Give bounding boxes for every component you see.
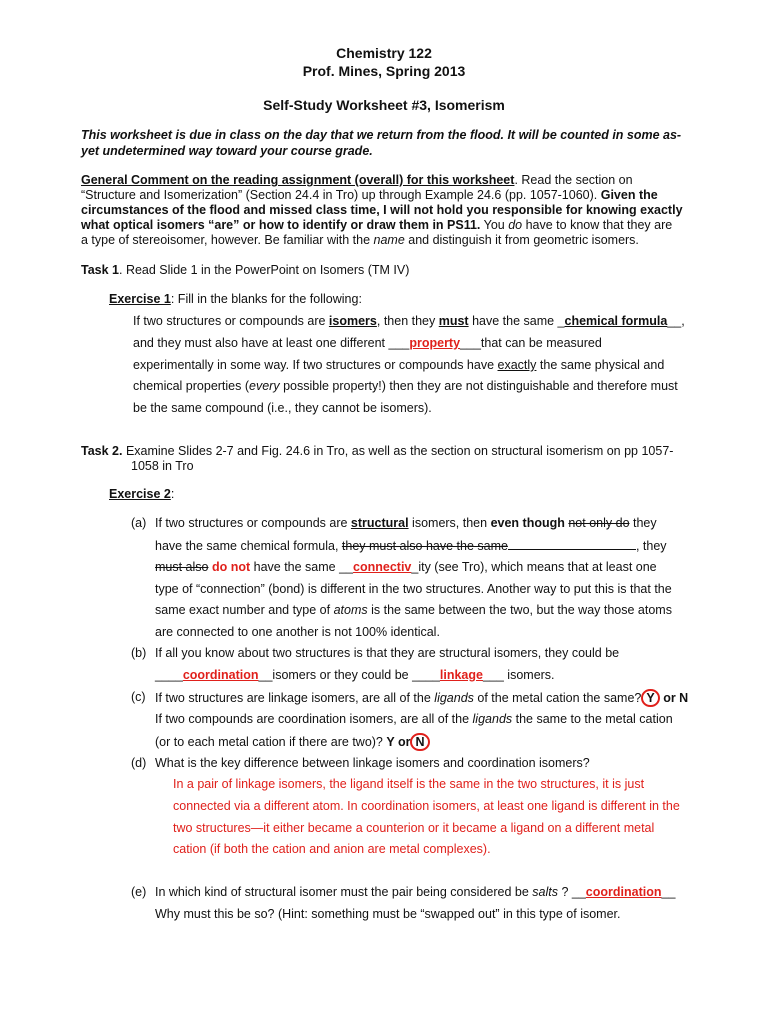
item-e-marker: (e) [131, 885, 147, 899]
task1-label: Task 1 [81, 263, 119, 277]
general-line-5: a type of stereoisomer, however. Be familiar with the name and distinguish it from geometric isomers. [81, 233, 639, 247]
prof-line: Prof. Mines, Spring 2013 [302, 63, 466, 79]
item-d-answer-4: cation (if both the cation and anion are metal complexes). [173, 842, 491, 856]
item-b-line-2: ____coordination__isomers or they could be ____linkage___ isomers. [155, 668, 555, 682]
item-c-marker: (c) [131, 690, 146, 704]
item-c-line-2: If two compounds are coordination isomers, are all of the ligands the same to the metal cation [155, 712, 673, 726]
struck-blank [508, 537, 636, 550]
exercise1-heading: Exercise 1: Fill in the blanks for the following: [109, 292, 362, 306]
item-a-line-2: have the same chemical formula, they must also have the same , they [155, 539, 667, 553]
answer-chemical-formula: chemical formula [564, 314, 668, 328]
item-a-line-3: must also do not have the same __connectiv_ity (see Tro), which means that at least one [155, 560, 657, 574]
answer-linkage: linkage [439, 668, 483, 682]
exercise2-label: Exercise 2 [109, 487, 171, 501]
answer-coordination-b: coordination [182, 668, 259, 682]
item-d-answer-2: connected via a different atom. In coordination isomers, at least one ligand is different in the [173, 799, 680, 813]
exercise1-line-2: and they must also have at least one different ___property___that can be measured [133, 336, 602, 350]
item-a-marker: (a) [131, 516, 147, 530]
general-line-2: “Structure and Isomerization” (Section 24.4 in Tro) up through Example 24.6 (pp. 1057-1060). Given the [81, 188, 658, 202]
item-d-marker: (d) [131, 756, 147, 770]
intro-line-1: This worksheet is due in class on the day that we return from the flood. It will be counted in some as- [81, 128, 682, 142]
general-heading: General Comment on the reading assignment (overall) for this worksheet [81, 173, 515, 187]
item-a-line-1: If two structures or compounds are structural isomers, then even though not only do they [155, 516, 657, 530]
answer-connectiv: connectiv [353, 560, 412, 574]
task2-label: Task 2. [81, 444, 123, 458]
general-line-1: General Comment on the reading assignment (overall) for this worksheet. Read the section on [81, 173, 633, 187]
item-a-line-6: are connected to one another is not 100% identical. [155, 625, 440, 639]
general-line-4: what optical isomers “are” or how to identify or draw them in PS11. You do have to know that they are [81, 218, 673, 232]
exercise1-label: Exercise 1 [109, 292, 171, 306]
item-a-line-5: same exact number and type of atoms is the same between the two, but the way those atoms [155, 603, 672, 617]
task2-line-2: 1058 in Tro [131, 459, 194, 473]
item-b-marker: (b) [131, 646, 147, 660]
answer-property: property [409, 336, 461, 350]
item-d-question: What is the key difference between linkage isomers and coordination isomers? [155, 756, 590, 770]
item-d-answer-1: In a pair of linkage isomers, the ligand itself is the same in the two structures, it is just [173, 777, 645, 791]
general-line-3: circumstances of the flood and missed class time, I will not hold you responsible for knowing exactly [81, 203, 683, 217]
exercise2-heading: Exercise 2: [109, 487, 175, 501]
task1-line: Task 1. Read Slide 1 in the PowerPoint on Isomers (TM IV) [81, 263, 410, 277]
exercise1-line-4: chemical properties (every possible property!) then they are not distinguishable and therefore must [133, 379, 678, 393]
task2-line-1: Task 2. Examine Slides 2-7 and Fig. 24.6 in Tro, as well as the section on structural isomerism on pp 1057- [81, 444, 674, 458]
exercise1-line-5: be the same compound (i.e., they cannot be isomers). [133, 401, 432, 415]
item-b-line-1: If all you know about two structures is that they are structural isomers, they could be [155, 646, 620, 660]
circled-answer-n: N [410, 733, 429, 751]
item-a-line-4: type of “connection” (bond) is different in the two structures. Another way to put this is that the [155, 582, 672, 596]
answer-coordination-e: coordination [585, 885, 662, 899]
course-title: Chemistry 122 [336, 45, 432, 61]
item-d-answer-3: two structures—it either became a counterion or it became a ligand on a different metal [173, 821, 655, 835]
worksheet-title: Self-Study Worksheet #3, Isomerism [263, 97, 505, 113]
item-c-line-3: (or to each metal cation if there are two)? Y or N [155, 733, 430, 751]
item-e-line-1: In which kind of structural isomer must the pair being considered be salts ? __coordination__ [155, 885, 676, 899]
item-e-line-2: Why must this be so? (Hint: something must be “swapped out” in this type of isomer. [155, 907, 621, 921]
intro-line-2: yet undetermined way toward your course grade. [81, 144, 373, 158]
item-c-line-1: If two structures are linkage isomers, are all of the ligands of the metal cation the same? Y or N [155, 691, 689, 705]
exercise1-line-3: experimentally in some way. If two structures or compounds have exactly the same physical and [133, 358, 665, 372]
circled-answer-y: Y [641, 689, 659, 707]
exercise1-line-1: If two structures or compounds are isomers, then they must have the same _chemical formula__, [133, 314, 685, 328]
